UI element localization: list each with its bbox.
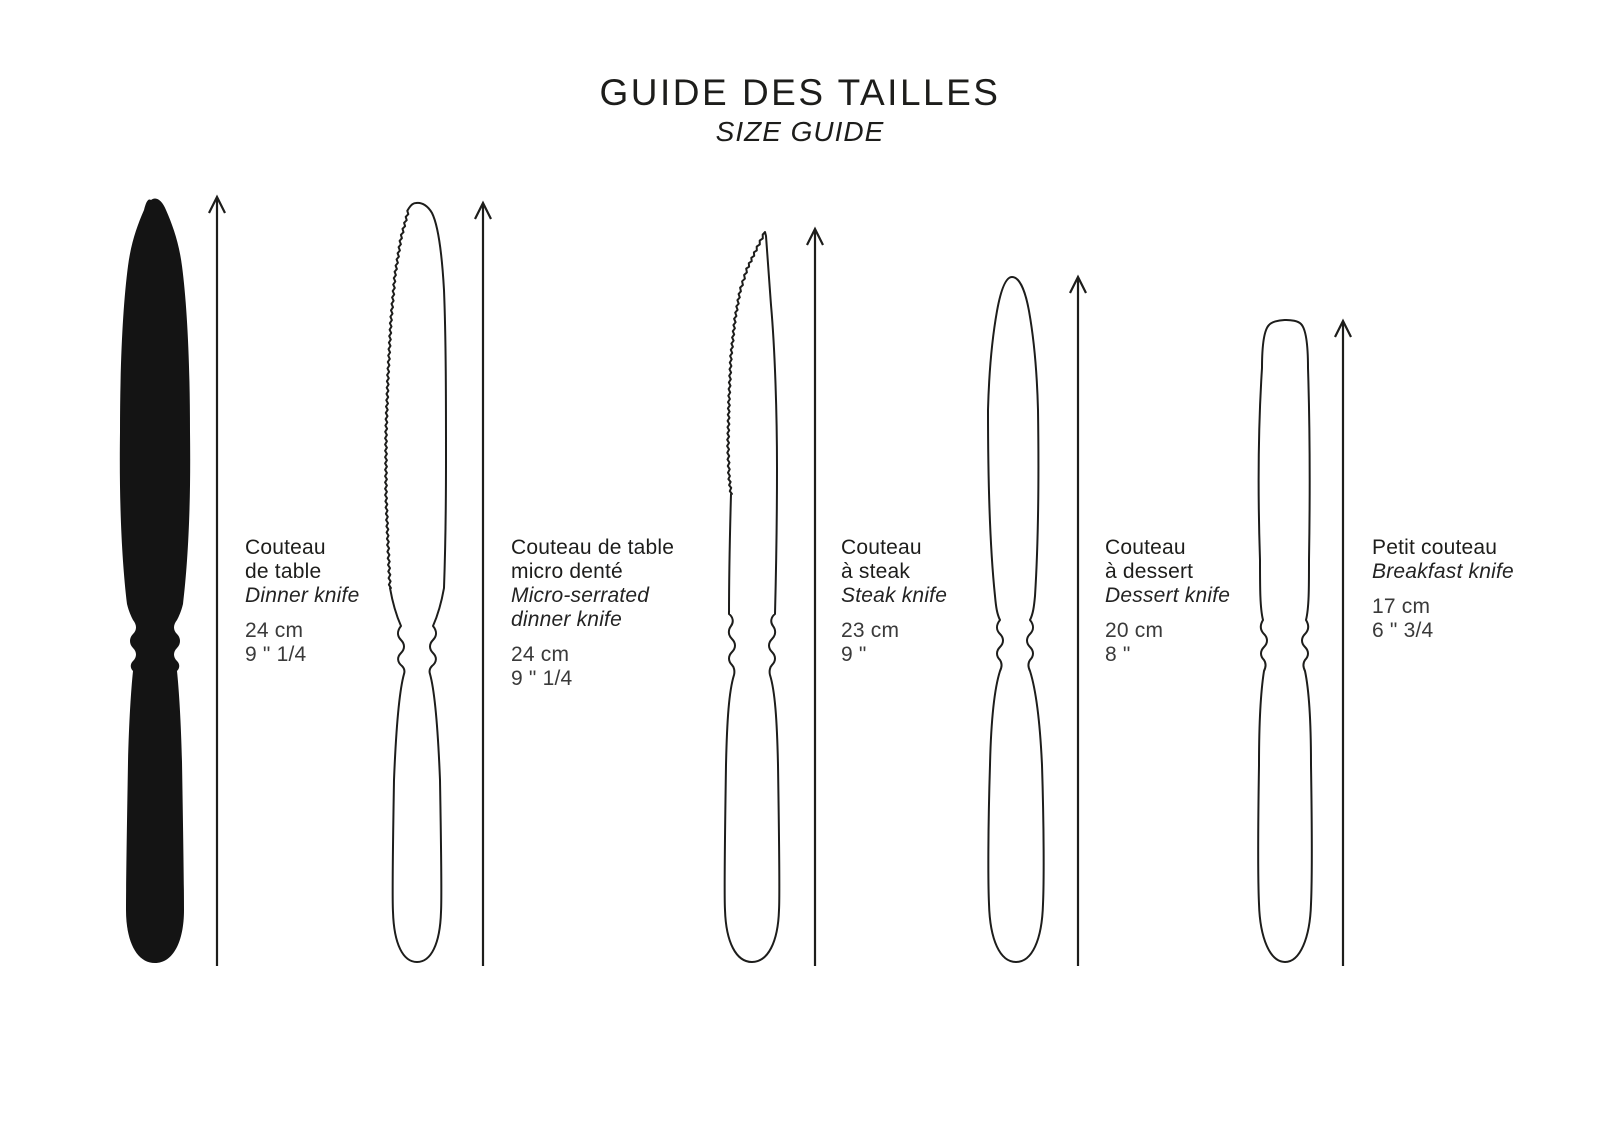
knife-size	[1105, 619, 1230, 667]
knife-size	[511, 643, 674, 691]
knife-size-inches: 9 " 1/4	[245, 643, 307, 666]
breakfast-knife-outline-icon	[1258, 320, 1312, 962]
dessert-knife-outline-icon	[988, 277, 1044, 962]
dinner-knife-silhouette-icon	[120, 198, 190, 963]
knife-name-fr-line: Couteau	[1105, 536, 1186, 559]
knife-size	[841, 619, 947, 667]
knife-name-en-line: dinner knife	[511, 608, 622, 631]
knife-name-fr-line: de table	[245, 560, 322, 583]
knife-label-breakfast	[1372, 536, 1514, 643]
knife-label-dinner	[245, 536, 359, 667]
height-arrow-serrated	[475, 203, 491, 966]
steak-knife-outline-icon	[725, 232, 780, 962]
knife-size-cm: 24 cm	[511, 643, 570, 666]
knife-size-inches: 6 " 3/4	[1372, 619, 1434, 642]
knife-name-en-line: Dessert knife	[1105, 584, 1231, 607]
knife-size-inches: 9 "	[841, 643, 867, 666]
knife-label-dessert	[1105, 536, 1230, 667]
knife-name-en-line: Breakfast knife	[1372, 560, 1514, 583]
height-arrow-dinner	[209, 197, 225, 966]
page-title: GUIDE DES TAILLES	[599, 72, 1001, 113]
knife-name-fr-line: micro denté	[511, 560, 623, 583]
knife-name-fr-line: à dessert	[1105, 560, 1194, 583]
knife-size-inches: 8 "	[1105, 643, 1131, 666]
serrated-dinner-knife-outline-icon	[385, 203, 446, 962]
height-arrow-breakfast	[1335, 321, 1351, 966]
knife-name-fr-line: Couteau	[245, 536, 326, 559]
knife-label-steak	[841, 536, 947, 667]
knife-size	[1372, 595, 1514, 643]
height-arrow-steak	[807, 229, 823, 966]
knife-name-en-line: Micro-serrated	[511, 584, 650, 607]
knife-size-cm: 24 cm	[245, 619, 304, 642]
knife-size-cm: 17 cm	[1372, 595, 1431, 618]
knife-name-en-line: Steak knife	[841, 584, 948, 607]
knife-size-cm: 20 cm	[1105, 619, 1164, 642]
knife-size-inches: 9 " 1/4	[511, 667, 573, 690]
page-subtitle: SIZE GUIDE	[715, 116, 885, 147]
knife-size	[245, 619, 359, 667]
height-arrow-dessert	[1070, 277, 1086, 966]
knife-name-fr-line: Petit couteau	[1372, 536, 1498, 559]
knife-size-cm: 23 cm	[841, 619, 900, 642]
knife-label-serrated	[511, 536, 674, 691]
knife-name-fr-line: Couteau de table	[511, 536, 675, 559]
knife-name-fr-line: Couteau	[841, 536, 922, 559]
knife-name-en-line: Dinner knife	[245, 584, 360, 607]
knife-name-fr-line: à steak	[841, 560, 911, 583]
